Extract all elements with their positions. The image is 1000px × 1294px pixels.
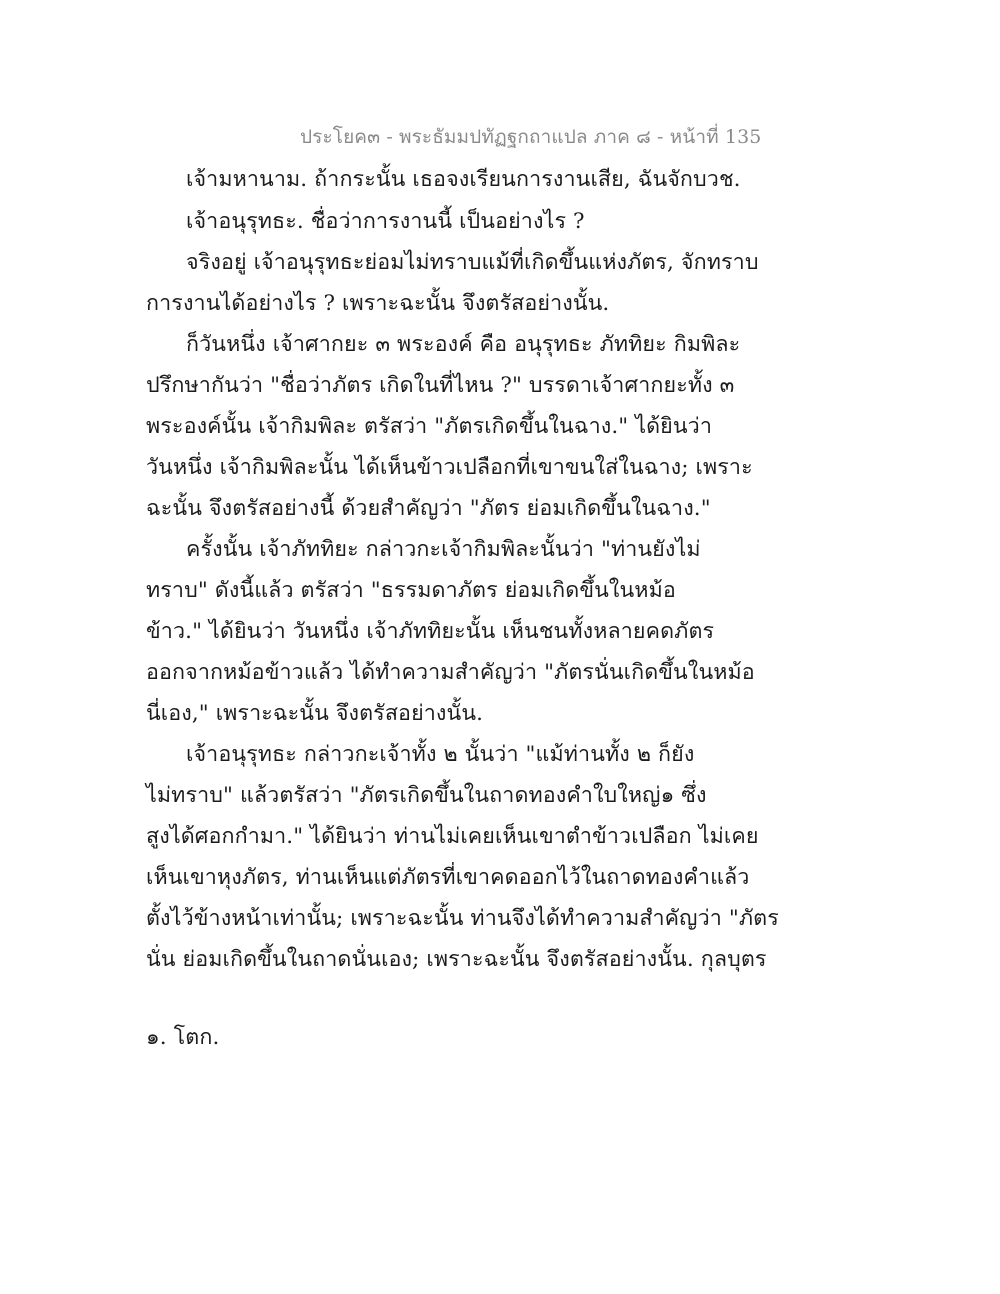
text-line: นั่น ย่อมเกิดขึ้นในถาดนั่นเอง; เพราะฉะนั้น จึงตรัสอย่างนั้น. กุลบุตร [146,947,767,972]
text-line: ก็วันหนึ่ง เจ้าศากยะ ๓ พระองค์ คือ อนุรุทธะ ภัททิยะ กิมพิละ [186,332,741,357]
text-line: เจ้าอนุรุทธะ. ชื่อว่าการงานนี้ เป็นอย่างไร ? [186,209,585,234]
text-line: สูงได้ศอกกำมา." ได้ยินว่า ท่านไม่เคยเห็นเขาตำข้าวเปลือก ไม่เคย [146,824,759,849]
text-line: ไม่ทราบ" แล้วตรัสว่า "ภัตรเกิดขึ้นในถาดทองคำใบใหญ่๑ ซึ่ง [146,783,707,808]
text-line: พระองค์นั้น เจ้ากิมพิละ ตรัสว่า "ภัตรเกิดขึ้นในฉาง." ได้ยินว่า [146,414,713,439]
text-line: ข้าว." ได้ยินว่า วันหนึ่ง เจ้าภัททิยะนั้น เห็นชนทั้งหลายคดภัตร [146,619,715,644]
text-line: ปรึกษากันว่า "ชื่อว่าภัตร เกิดในที่ไหน ?" บรรดาเจ้าศากยะทั้ง ๓ [146,373,735,398]
text-line: ออกจากหม้อข้าวแล้ว ได้ทำความสำคัญว่า "ภัตรนั่นเกิดขึ้นในหม้อ [146,660,755,685]
text-line: เจ้าอนุรุทธะ กล่าวกะเจ้าทั้ง ๒ นั้นว่า "แม้ท่านทั้ง ๒ ก็ยัง [186,742,695,767]
text-line: เห็นเขาหุงภัตร, ท่านเห็นแต่ภัตรที่เขาคดออกไว้ในถาดทองคำแล้ว [146,865,750,890]
text-line: ทราบ" ดังนี้แล้ว ตรัสว่า "ธรรมดาภัตร ย่อมเกิดขึ้นในหม้อ [146,578,676,603]
text-line: เจ้ามหานาม. ถ้ากระนั้น เธอจงเรียนการงานเสีย, ฉันจักบวช. [186,167,741,192]
text-line: การงานได้อย่างไร ? เพราะฉะนั้น จึงตรัสอย่างนั้น. [146,291,610,316]
running-header: ประโยค๓ - พระธัมมปทัฏฐกถาแปล ภาค ๘ - หน้าที่ 135 [300,126,762,148]
text-line: ตั้งไว้ข้างหน้าเท่านั้น; เพราะฉะนั้น ท่านจึงได้ทำความสำคัญว่า "ภัตร [146,906,779,931]
text-line: จริงอยู่ เจ้าอนุรุทธะย่อมไม่ทราบแม้ที่เกิดขึ้นแห่งภัตร, จักทราบ [186,250,759,275]
text-line: นี่เอง," เพราะฉะนั้น จึงตรัสอย่างนั้น. [146,701,484,726]
footnote: ๑. โตก. [146,1025,220,1050]
text-line: วันหนึ่ง เจ้ากิมพิละนั้น ได้เห็นข้าวเปลือกที่เขาขนใส่ในฉาง; เพราะ [146,455,753,480]
text-line: ครั้งนั้น เจ้าภัททิยะ กล่าวกะเจ้ากิมพิละนั้นว่า "ท่านยังไม่ [186,537,701,562]
text-line: ฉะนั้น จึงตรัสอย่างนี้ ด้วยสำคัญว่า "ภัตร ย่อมเกิดขึ้นในฉาง." [146,496,711,521]
